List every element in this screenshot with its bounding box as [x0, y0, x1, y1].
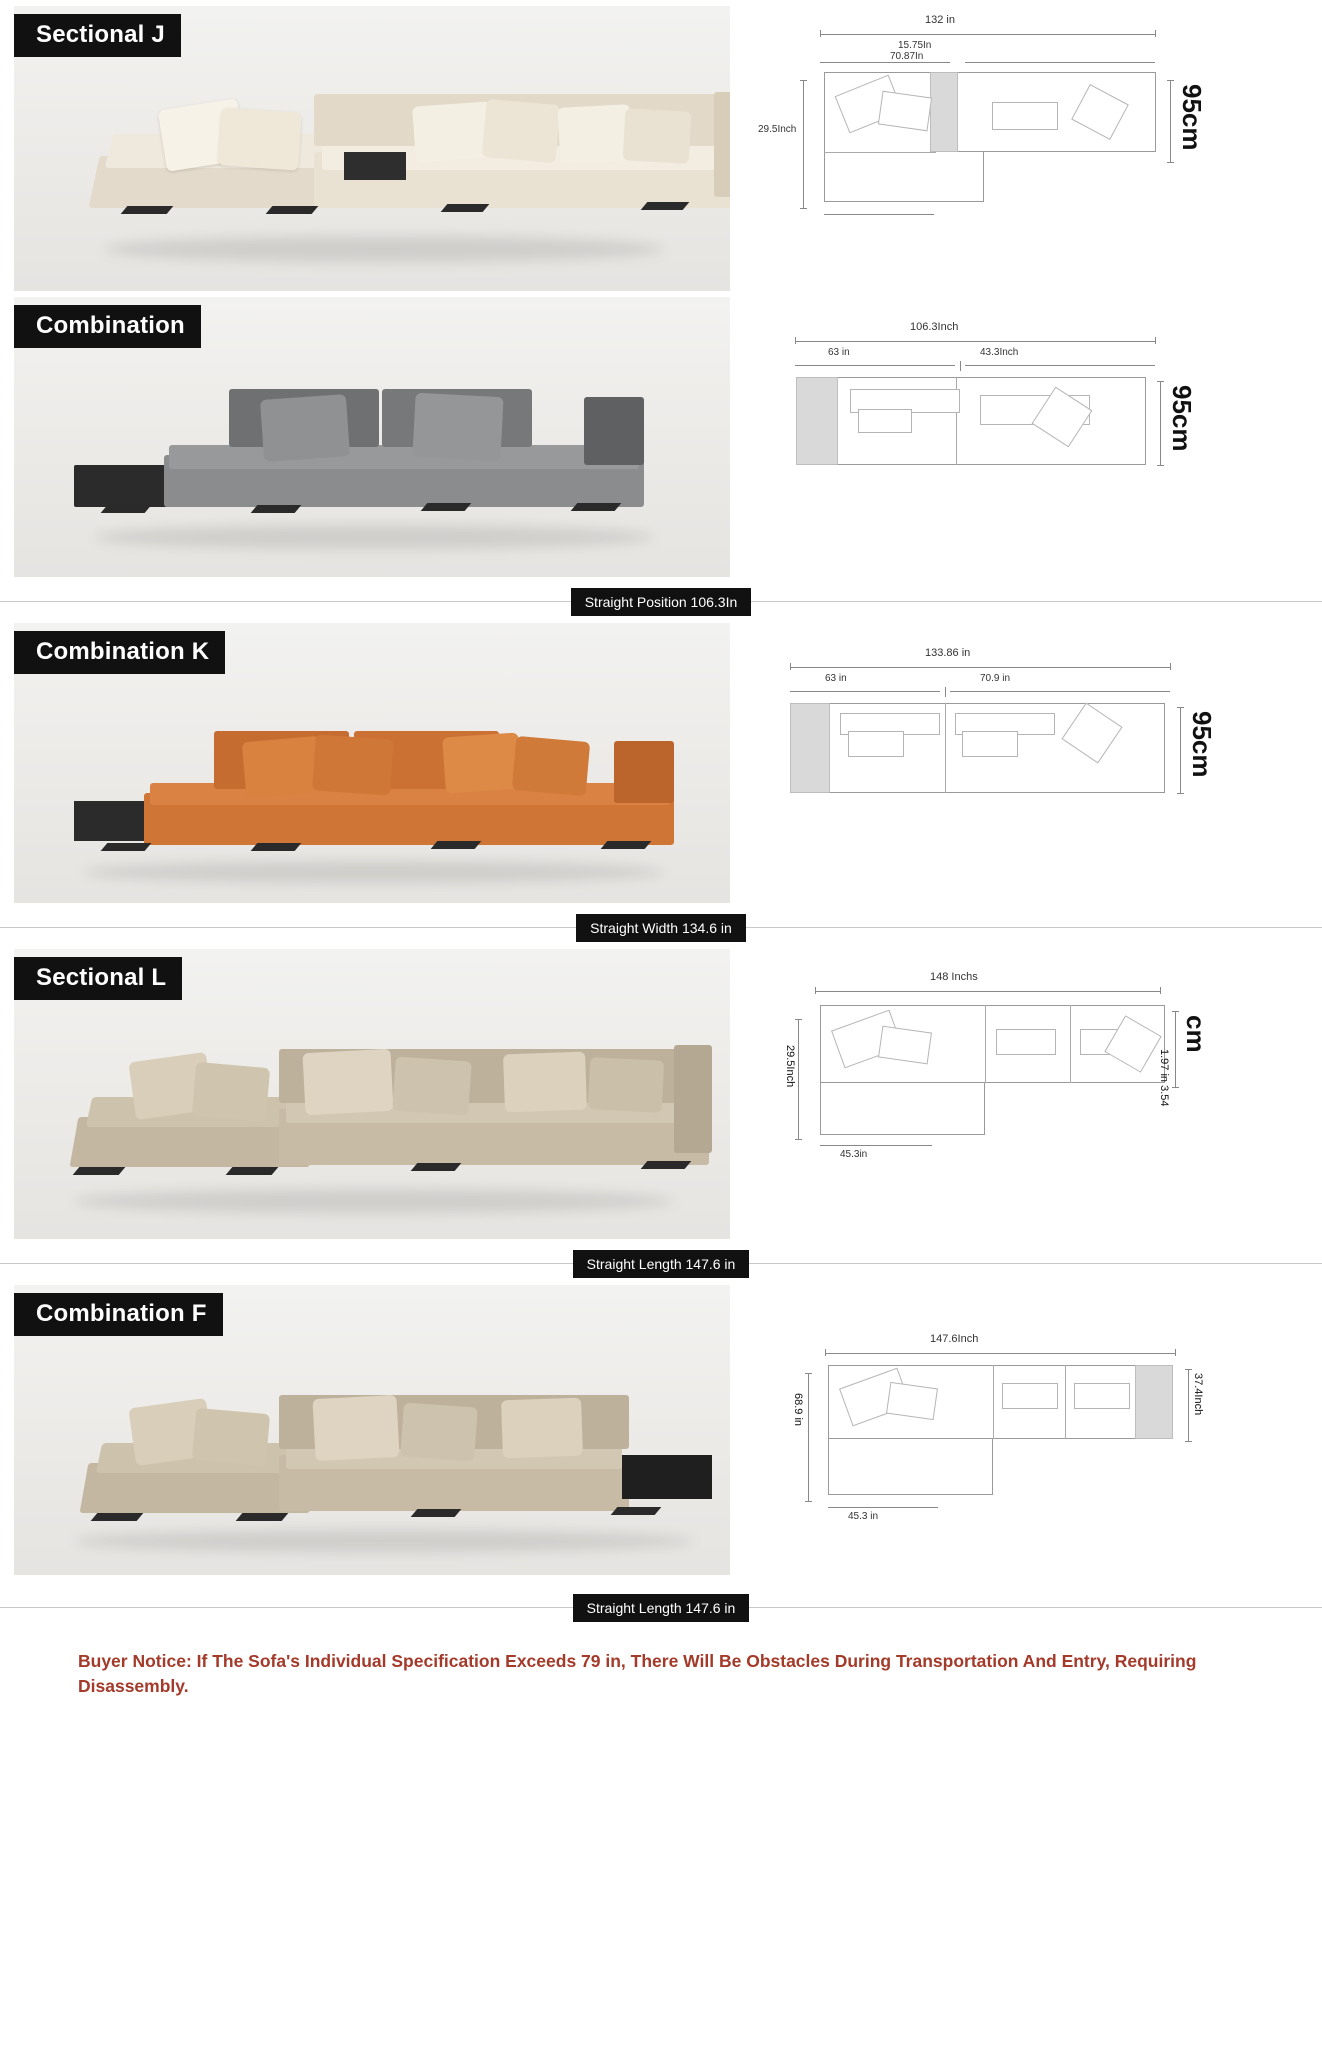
dim-top-2: 106.3Inch — [910, 321, 959, 333]
product-photo-wrapper-1 — [14, 6, 730, 291]
badge-combination-1: Combination — [14, 305, 201, 348]
section-combination-k — [0, 617, 1322, 943]
dim-sub1-3: 63 in — [825, 673, 847, 684]
product-photo-wrapper-2 — [14, 297, 730, 577]
dim-bottom-5: 45.3 in — [848, 1511, 879, 1522]
section-combination-f — [0, 1279, 1322, 1623]
badge-sectional-l: Sectional L — [14, 957, 182, 1000]
badge-combination-k: Combination K — [14, 631, 225, 674]
dim-bottom-4: 45.3in — [840, 1149, 868, 1160]
dimension-diagram-3 — [740, 623, 1322, 903]
dim-sub1-1: 15.75In — [898, 40, 932, 51]
dim-sub2-1: 70.87In — [890, 51, 924, 62]
product-photo-wrapper-3 — [14, 623, 730, 903]
dim-sub2-2: 43.3Inch — [980, 347, 1019, 358]
dim-left-4: 29.5Inch — [784, 1045, 796, 1088]
dimension-diagram-4 — [740, 949, 1322, 1239]
dim-left-1: 29.5Inch — [758, 124, 797, 135]
dim-top-3: 133.86 in — [925, 647, 971, 659]
dim-sub1-2: 63 in — [828, 347, 850, 358]
badge-combination-f: Combination F — [14, 1293, 223, 1336]
badge-sectional-j: Sectional J — [14, 14, 181, 57]
caption-bar-5 — [0, 1593, 1322, 1623]
dimension-diagram-5 — [740, 1285, 1322, 1575]
product-photo-wrapper-5 — [14, 1285, 730, 1575]
dim-right-4: cm — [1181, 1015, 1211, 1053]
dim-sub2-3: 70.9 in — [980, 673, 1011, 684]
product-photo-wrapper-4 — [14, 949, 730, 1239]
section-sectional-l — [0, 943, 1322, 1279]
dim-right-5: 37.4Inch — [1192, 1373, 1204, 1416]
dim-right2-4: 1.97 in 3.54 — [1158, 1049, 1170, 1107]
dim-right-2: 95cm — [1167, 385, 1197, 452]
dim-right-3: 95cm — [1187, 711, 1217, 778]
section-sectional-j — [0, 0, 1322, 291]
dim-top-4: 148 Inchs — [930, 971, 978, 983]
dim-top-5: 147.6Inch — [930, 1333, 979, 1345]
buyer-notice: Buyer Notice: If The Sofa's Individual Specification Exceeds 79 in, There Will Be Obstacles During Transportation And Entry, Requiring Disassembly. — [78, 1651, 1197, 1697]
section-combination-1 — [0, 291, 1322, 617]
caption-bar-2 — [0, 587, 1322, 617]
caption-straight-width: Straight Width 134.6 in — [576, 914, 746, 942]
caption-straight-position: Straight Position 106.3In — [571, 588, 752, 616]
dimension-diagram-1 — [740, 6, 1322, 291]
dim-right-1: 95cm — [1177, 84, 1207, 151]
dimension-diagram-2 — [740, 297, 1322, 577]
caption-bar-3 — [0, 913, 1322, 943]
caption-bar-4 — [0, 1249, 1322, 1279]
caption-straight-length-2: Straight Length 147.6 in — [573, 1594, 750, 1622]
dim-left-5: 68.9 in — [792, 1393, 804, 1427]
caption-straight-length-1: Straight Length 147.6 in — [573, 1250, 750, 1278]
dim-top-1: 132 in — [925, 14, 955, 26]
